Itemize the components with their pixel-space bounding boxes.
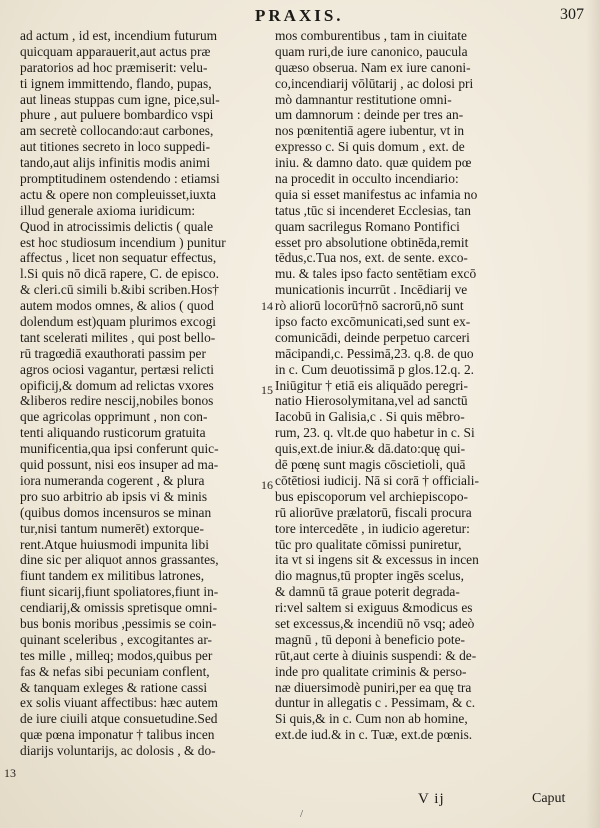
text-line: agros ociosi vagantur, pertæsi relicti (20, 361, 214, 377)
text-line: paratorios ad hoc præmiserit: velu- (20, 59, 208, 75)
page-edge-shadow (586, 0, 600, 828)
text-line: bus episcoporum vel archiepiscopo- (275, 488, 468, 504)
text-line: (quibus domos incensuros se minan (20, 504, 212, 520)
text-line: illud generale axioma iuridicum: (20, 202, 196, 218)
text-line: fiunt tandem ex militibus latrones, (20, 568, 205, 584)
text-line: tore intercedēte , in iudicio ageretur: (275, 520, 470, 536)
text-line: Iniūgitur † etiā eis aliquādo peregri- (275, 377, 468, 393)
text-line: Iacobū in Galisia,c . Si quis mēbro- (275, 409, 465, 425)
text-line: aut titiones secreto in loco suppedi- (20, 139, 211, 155)
text-line: mos comburentibus , tam in ciuitate (275, 28, 467, 43)
text-line: comunicādi, deinde perpetuo carceri (275, 329, 470, 345)
running-title: PRAXIS. (255, 6, 344, 25)
text-line: ad actum , id est, incendium futurum (20, 28, 218, 43)
text-line: ipso facto excōmunicati,sed sunt ex- (275, 314, 471, 330)
text-line: tant scelerati milites , qui post bello- (20, 329, 216, 345)
text-line: phure , aut puluere bombardico vspi (20, 107, 214, 123)
text-line: mācipandi,c. Pessimā,23. q.8. de quo (275, 345, 474, 361)
text-line: rū tragœdiā exauthorati passim per (20, 345, 206, 361)
text-line: rent.Atque huiusmodi impunita libi (20, 536, 209, 552)
text-line: tatus ,tūc si incenderet Ecclesias, tan (275, 202, 471, 218)
text-line: rò aliorū locorū†nō sacrorū,nō sunt (275, 298, 464, 314)
text-line: Si quis,& in c. Cum non ab homine, (275, 711, 468, 727)
text-line: tenti aliquando rusticorum gratuita (20, 425, 206, 441)
text-line: quam sacrilegus Romano Pontifici (275, 218, 460, 234)
running-head (0, 6, 600, 28)
text-line: quia si esset manifestus ac infamia no (275, 186, 478, 202)
text-line: tūc pro qualitate cōmissi puniretur, (275, 536, 462, 552)
text-line: quid possunt, nisi eos insuper ad ma- (20, 457, 219, 473)
text-line: iora numeranda cogerent , & plura (20, 472, 205, 488)
margin-number-14: 14 (261, 299, 273, 313)
catchword: Caput (532, 791, 566, 806)
text-line: tando,aut alijs infinitis modis animi (20, 155, 211, 171)
text-line: quis,ext.de iniur.& dā.dato:quę qui- (275, 441, 466, 457)
text-line: promptitudinem ostendendo : etiamsi (20, 171, 220, 187)
margin-number-15: 15 (261, 383, 273, 397)
text-line: ri:vel saltem si exiguus &modicus es (275, 600, 473, 616)
text-line: nos pœnitentiā agere iubentur, vt in (275, 123, 465, 139)
text-line: munificentia,qua ipsi conferunt quic- (20, 441, 219, 457)
text-line: expresso c. Si quis domum , ext. de (275, 139, 465, 155)
text-line: pro suo arbitrio ab ipsis vi & minis (20, 488, 208, 504)
text-line: fiunt sicarij,fiunt spoliatores,fiunt in- (20, 584, 219, 600)
text-line: quæ pœna imponatur † talibus incen (20, 727, 215, 743)
text-line: inde pro qualitate criminis & perso- (275, 663, 467, 679)
text-line: ti ignem immittendo, flando, pupas, (20, 75, 212, 91)
text-line: affectus , licet non sequatur effectus, (20, 250, 217, 266)
text-line: autem modos omnes, & alios ( quod (20, 298, 214, 314)
text-line: ext.de iud.& in c. Tuæ, ext.de pœnis. (275, 727, 473, 743)
text-line: municationis incurrūt . Incēdiarij ve (275, 282, 468, 298)
text-line: iniu. & damno dato. quæ quidem pœ (275, 155, 472, 171)
text-line: diarijs voluntarijs, ac dolosis , & do- (20, 743, 216, 759)
right-text-column (275, 28, 575, 743)
text-line: tes mille , milleq; modos,quibus per (20, 647, 213, 663)
text-line: dine sic per aliquot annos grassantes, (20, 552, 219, 568)
text-line: ex solis viuant affectibus: hæc autem (20, 695, 218, 711)
stray-mark: / (300, 808, 304, 820)
text-line: & cleri.cū simili b.&ibi scriben.Hos† (20, 282, 219, 298)
text-line: na procedit in occulto incendiario: (275, 171, 459, 187)
text-line: næ diuersimodè puniri,per ea quę tra (275, 679, 472, 695)
text-line: set excessus,& incendiū nō vsq; adeò (275, 615, 475, 631)
text-line: l.Si quis nō dicā rapere, C. de episco. (20, 266, 219, 282)
text-line: magnū , tū deponi à beneficio pote- (275, 631, 466, 647)
signature-mark: V ij (418, 791, 445, 807)
text-line: fas & nefas sibi pecuniam conflent, (20, 663, 210, 679)
page-number: 307 (560, 6, 584, 23)
text-line: mu. & tales ipso facto sentētiam excō (275, 266, 477, 282)
text-line: Quod in atrocissimis delictis ( quale (20, 218, 214, 234)
text-line: dio magnus,tū propter ingēs scelus, (275, 568, 464, 584)
text-line: est hoc studiosum incendium ) punitur (20, 234, 226, 250)
text-line: cendiarij,& omissis spretisque omni- (20, 600, 218, 616)
text-line: &liberos redire nescij,nobiles bonos (20, 393, 214, 409)
text-line: tur,nisi tantum numerēt) extorque- (20, 520, 204, 536)
text-line: duntur in allegatis c . Pessimam, & c. (275, 695, 476, 711)
text-line: cōtētiosi iudicij. Nā si corā † officiali- (275, 472, 479, 488)
text-line: quam ruri,de iure canonico, paucula (275, 43, 468, 59)
text-line: um damnorum : deinde per tres an- (275, 107, 464, 123)
text-line: ita vt si ingens sit & excessus in incen (275, 552, 479, 568)
text-line: de iure ciuili atque consuetudine.Sed (20, 711, 218, 727)
text-line: bus bonis moribus ,pessimis se coin- (20, 615, 217, 631)
text-line: co,incendiarij vōlūtarij , ac dolosi pri (275, 75, 474, 91)
text-line: & damnū tā graue poterit degrada- (275, 584, 460, 600)
text-line: natio Hierosolymitana,vel ad sanctū (275, 393, 468, 409)
margin-number-16: 16 (261, 478, 273, 492)
text-line: quinant sceleribus , excogitantes ar- (20, 631, 212, 647)
text-line: que agricolas opprimunt , non con- (20, 409, 208, 425)
text-line: rūt,aut certe à diuinis suspendi: & de- (275, 647, 477, 663)
text-line: rū aliorūve prælatorū, fiscali procura (275, 504, 472, 520)
text-line: in c. Cum deuotissimā p glos.12.q. 2. (275, 361, 474, 377)
text-line: am secretè collocando:aut carbones, (20, 123, 214, 139)
text-line: quæso obserua. Nam ex iure canoni- (275, 59, 471, 75)
text-line: tēdus,c.Tua nos, ext. de sente. exco- (275, 250, 468, 266)
margin-number-13: 13 (4, 766, 16, 780)
text-line: quicquam apparauerit,aut actus præ (20, 43, 211, 59)
left-text-column (20, 28, 270, 759)
text-line: actu & opere non compleuisset,iuxta (20, 186, 216, 202)
text-line: dē pœnę sunt magis cōscietioli, quā (275, 457, 466, 473)
text-line: rum, 23. q. vlt.de quo habetur in c. Si (275, 425, 475, 441)
text-line: esset pro absolutione obtinēda,remit (275, 234, 469, 250)
text-line: mò damnantur restitutione omni- (275, 91, 452, 107)
text-line: & tanquam exleges & ratione cassi (20, 679, 208, 695)
text-line: dolendum est)quam plurimos excogi (20, 314, 216, 330)
text-line: opificij,& domum ad relictas vxores (20, 377, 214, 393)
text-line: aut lineas stuppas cum igne, pice,sul- (20, 91, 220, 107)
